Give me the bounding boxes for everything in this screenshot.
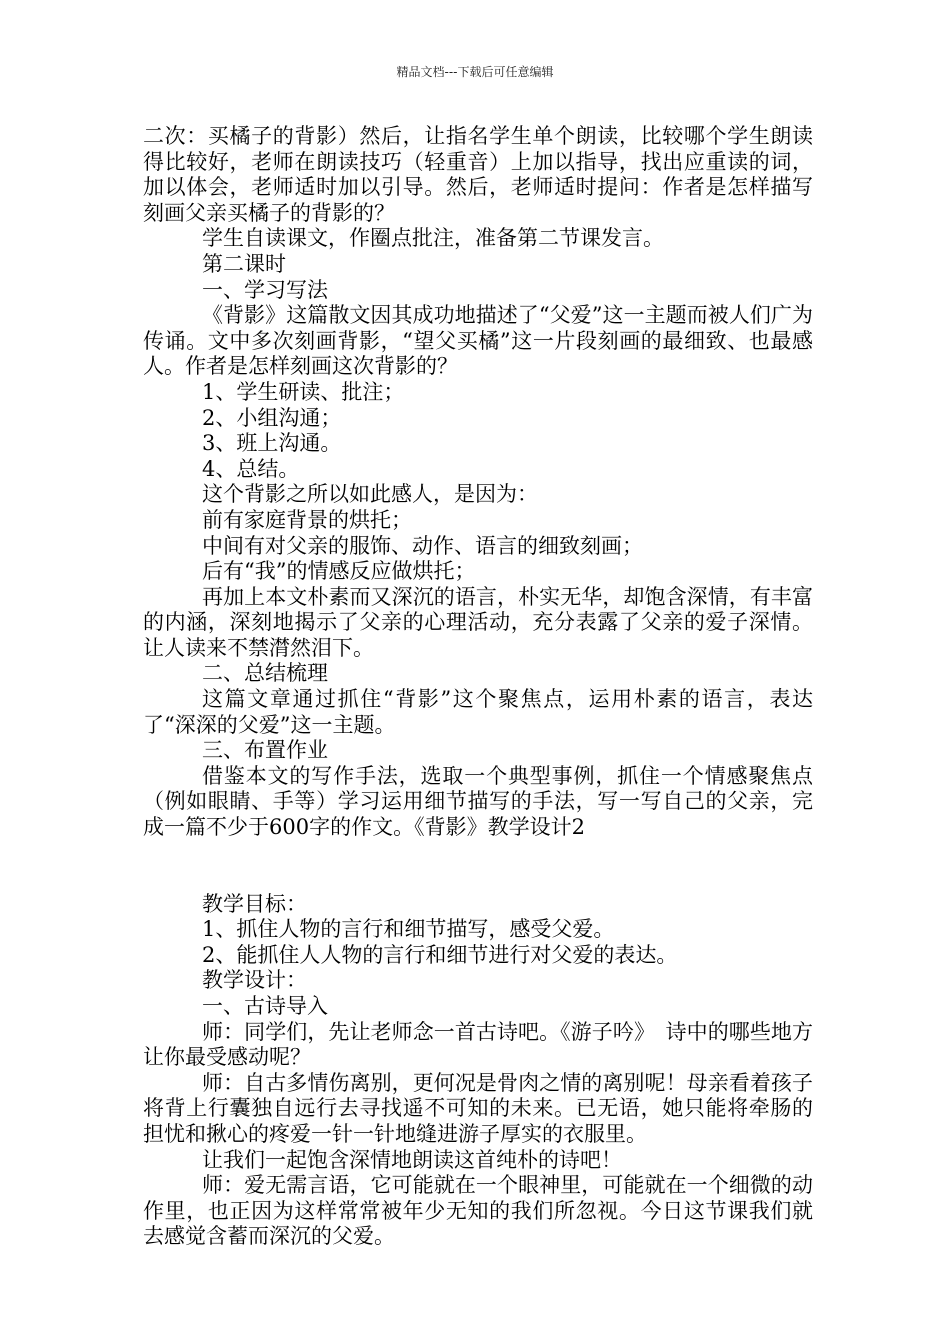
paragraph: 师：爱无需言语，它可能就在一个眼神里，可能就在一个细微的动作里，也正因为这样常常被年少无知的我们所忽视。今日这节课我们就去感觉含蓄而深沉的父爱。 — [143, 1173, 813, 1249]
paragraph: 这个背影之所以如此感人，是因为： — [202, 482, 538, 507]
paragraph: 后有“我”的情感反应做烘托； — [202, 559, 476, 584]
section-gap — [143, 841, 813, 892]
list-item: 1、学生研读、批注； — [202, 379, 405, 404]
list-item: 2、小组沟通； — [202, 405, 342, 430]
section-heading: 第二课时 — [202, 251, 286, 276]
section-heading: 一、古诗导入 — [202, 994, 328, 1018]
section-heading: 三、布置作业 — [202, 738, 328, 763]
paragraph: 《背影》这篇散文因其成功地描述了“父爱”这一主题而被人们广为传诵。文中多次刻画背影，“望父买橘”这一片段刻画的最细致、也最感人。作者是怎样刻画这次背影的？ — [143, 303, 813, 379]
paragraph: 借鉴本文的写作手法，选取一个典型事例，抓住一个情感聚焦点（例如眼睛、手等）学习运用细节描写的手法，写一写自己的父亲，完成一篇不少于600字的作文。《背影》教学设计2 — [143, 763, 813, 840]
paragraph: 再加上本文朴素而又深沉的语言，朴实无华，却饱含深情，有丰富的内涵，深刻地揭示了父亲的心理活动，充分表露了父亲的爱子深情。让人读来不禁潸然泪下。 — [143, 584, 813, 660]
section-heading: 一、学习写法 — [202, 277, 328, 302]
paragraph: 师：同学们，先让老师念一首古诗吧。《游子吟》 诗中的哪些地方让你最受感动呢？ — [143, 1019, 813, 1070]
paragraph: 让我们一起饱含深情地朗读这首纯朴的诗吧！ — [202, 1147, 622, 1172]
paragraph: 二次：买橘子的背影）然后，让指名学生单个朗读，比较哪个学生朗读得比较好，老师在朗读技巧（轻重音）上加以指导，找出应重读的词，加以体会，老师适时加以引导。然后，老师适时提问：作者是怎样描写刻画父亲买橘子的背影的？ — [143, 124, 813, 225]
list-item: 2、能抓住人人物的言行和细节进行对父爱的表达。 — [202, 942, 678, 967]
section-heading: 教学目标： — [202, 891, 307, 916]
section-top — [143, 124, 813, 841]
paragraph: 中间有对父亲的服饰、动作、语言的细致刻画； — [202, 533, 643, 558]
page-header: 精品文档---下载后可任意编辑 — [396, 65, 554, 79]
paragraph: 师：自古多情伤离别，更何况是骨肉之情的离别呢！母亲看着孩子将背上行囊独自远行去寻找遥不可知的未来。已无语，她只能将牵肠的担忧和揪心的疼爱一针一针地缝进游子厚实的衣服里。 — [143, 1070, 813, 1146]
list-item: 1、抓住人物的言行和细节描写，感受父爱。 — [202, 917, 615, 942]
section-heading: 二、总结梳理 — [202, 661, 328, 686]
paragraph: 学生自读课文，作圈点批注，准备第二节课发言。 — [202, 226, 664, 251]
list-item: 3、班上沟通。 — [202, 431, 342, 456]
section-bottom — [143, 892, 813, 1250]
paragraph: 前有家庭背景的烘托； — [202, 507, 412, 532]
section-heading: 教学设计： — [202, 968, 307, 993]
paragraph: 这篇文章通过抓住“背影”这个聚焦点，运用朴素的语言，表达了“深深的父爱”这一主题。 — [143, 687, 813, 737]
document-body — [143, 124, 813, 1250]
list-item: 4、总结。 — [202, 456, 300, 481]
